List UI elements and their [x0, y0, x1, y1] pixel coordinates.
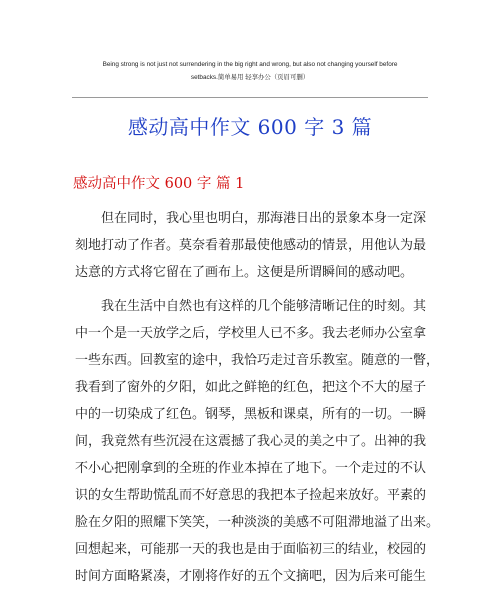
- paragraph-line: 回想起来，可能那一天的我也是由于面临初三的结业，校园的: [75, 542, 427, 557]
- paragraph-line: 不小心把刚拿到的全班的作业本掉在了地下。一个走过的不认: [75, 461, 427, 476]
- paragraph-line: 间，我竟然有些沉浸在这震撼了我心灵的美之中了。出神的我: [75, 434, 427, 449]
- paragraph-line: 中的一切染成了红色。钢琴，黑板和课桌，所有的一切。一瞬: [75, 407, 427, 422]
- section-title: 感动高中作文 600 字 篇 1: [73, 176, 245, 192]
- paragraph-2: [75, 293, 440, 590]
- paragraph-line: 达意的方式将它留在了画布上。这便是所谓瞬间的感动吧。: [75, 265, 414, 280]
- header-divider: [72, 97, 428, 98]
- document-title: 感动高中作文 600 字 3 篇: [127, 115, 373, 139]
- header-line-2: setbacks.简单易用 轻享办公（页眉可删）: [190, 74, 310, 81]
- paragraph-line: 一些东西。回教室的途中，我恰巧走过音乐教室。随意的一瞥，: [75, 353, 440, 368]
- paragraph-line: 我在生活中自然也有这样的几个能够清晰记住的时刻。其: [101, 299, 427, 314]
- paragraph-line: 中一个是一天放学之后，学校里人已不多。我去老师办公室拿: [75, 326, 427, 341]
- paragraph-line: 但在同时，我心里也明白，那海港日出的景象本身一定深: [101, 211, 427, 226]
- page-header: [72, 58, 428, 84]
- paragraph-1: [75, 205, 425, 286]
- paragraph-line: 刻地打动了作者。莫奈看着那最使他感动的情景，用他认为最: [75, 238, 427, 253]
- paragraph-line: 我看到了窗外的夕阳，如此之鲜艳的红色，把这个不大的屋子: [75, 380, 427, 395]
- header-line-1: Being strong is not just not surrendering in the big right and wrong, but also not changing yourself before: [102, 61, 398, 68]
- paragraph-line: 识的女生帮助慌乱而不好意思的我把本子捡起来放好。平素的: [75, 488, 427, 503]
- paragraph-line: 时间方面略紧凑，才刚将作好的五个文摘吧，因为后来可能生: [75, 569, 427, 584]
- paragraph-line: 脸在夕阳的照耀下笑笑，一种淡淡的美感不可阻滞地溢了出来。: [75, 515, 440, 530]
